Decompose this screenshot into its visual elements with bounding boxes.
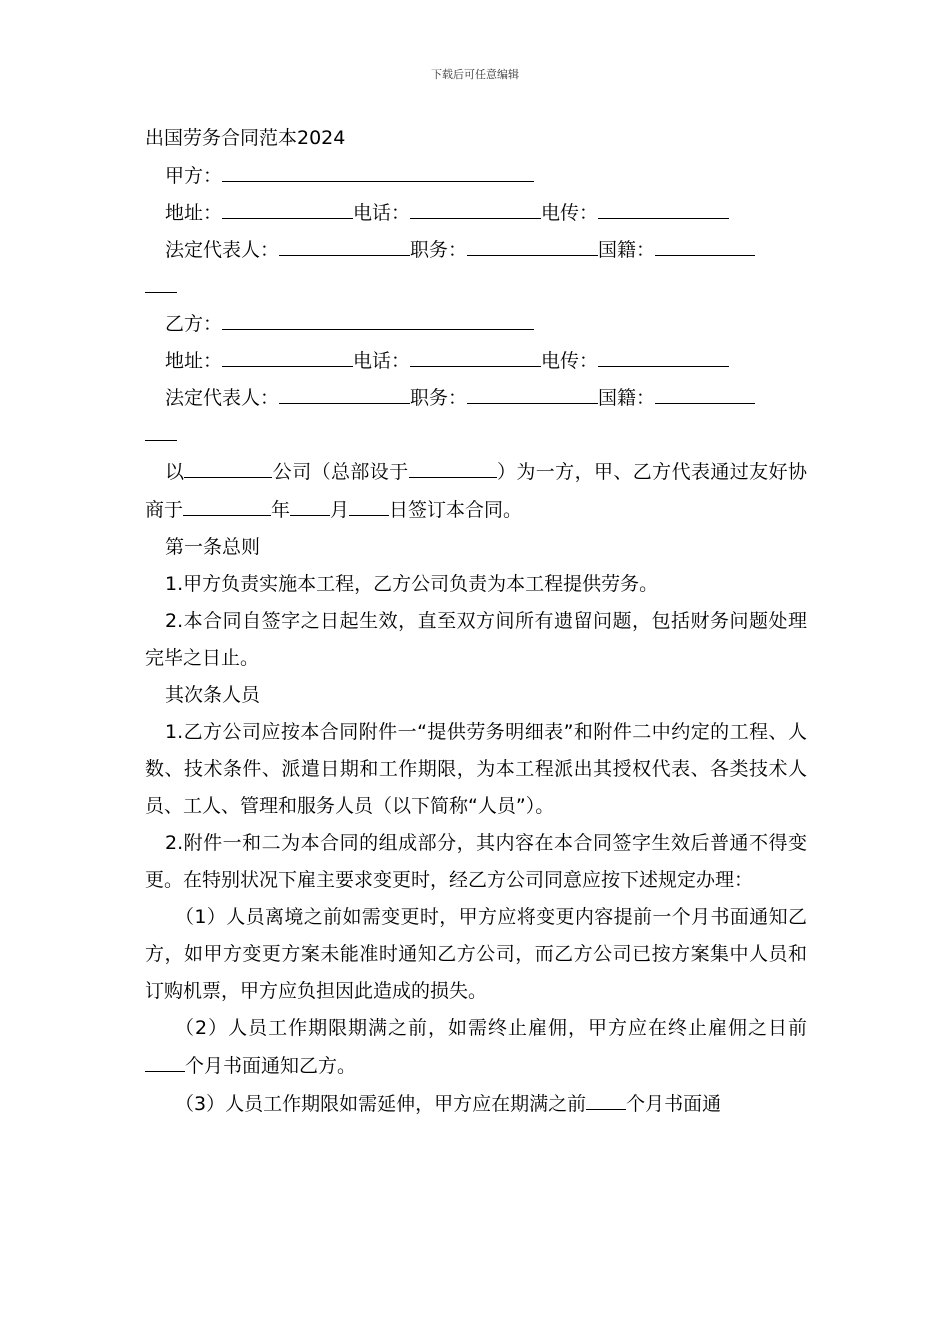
document-title: 出国劳务合同范本2024 <box>145 127 346 149</box>
party-a-fax-blank <box>598 194 729 219</box>
party-a-fax-label: 电传： <box>541 202 599 224</box>
party-a-address-label: 地址： <box>165 202 223 224</box>
intro-text-2: 公司（总部设于 <box>272 461 409 483</box>
intro-text-5: 月 <box>330 499 350 521</box>
intro-text-6: 日签订本合同。 <box>389 499 523 521</box>
subclause-3-text-a: （3）人员工作期限如需延伸，甲方应在期满之前 <box>175 1093 587 1115</box>
subclause-2-text-a: （2）人员工作期限期满之前，如需终止雇佣，甲方应在终止雇佣之日前 <box>175 1017 807 1039</box>
contract-body <box>145 120 807 1123</box>
party-a-blank <box>222 157 534 182</box>
month-blank <box>290 491 330 516</box>
party-b-rep-line-wrap <box>145 416 807 453</box>
article-1-clause-1: 1.甲方负责实施本工程，乙方公司负责为本工程提供劳务。 <box>165 573 659 595</box>
article-2-subclause-2 <box>145 1010 807 1085</box>
article-2-heading: 其次条人员 <box>165 684 261 706</box>
party-a-rep-label: 法定代表人： <box>165 239 280 261</box>
article-2-clause-1: 1.乙方公司应按本合同附件一“提供劳务明细表”和附件二中约定的工程、人数、技术条件、派遣日期和工作期限，为本工程派出其授权代表、各类技术人员、工人、管理和服务人员（以下简称“人员”）。 <box>145 721 807 817</box>
party-b-nationality-label: 国籍： <box>598 387 656 409</box>
party-b-phone-label: 电话： <box>353 350 411 372</box>
article-2-subclause-1: （1）人员离境之前如需变更时，甲方应将变更内容提前一个月书面通知乙方，如甲方变更方案未能准时通知乙方公司，而乙方公司已按方案集中人员和订购机票，甲方应负担因此造成的损失。 <box>145 906 807 1002</box>
article-1-clause-2: 2.本合同自签字之日起生效，直至双方间所有遗留问题，包括财务问题处理完毕之日止。 <box>145 610 807 669</box>
page-header-note: 下载后可任意编辑 <box>431 68 519 81</box>
headquarters-blank <box>409 453 497 478</box>
party-b-rep-blank <box>279 379 410 404</box>
party-b-position-blank <box>467 379 598 404</box>
party-a-phone-label: 电话： <box>353 202 411 224</box>
extension-months-blank <box>586 1085 626 1110</box>
intro-paragraph <box>145 453 807 529</box>
article-2-subclause-3 <box>145 1085 807 1123</box>
party-a-nationality-blank <box>655 231 755 256</box>
party-b-nationality-blank-wrap <box>145 416 177 441</box>
party-a-nationality-blank-wrap <box>145 268 177 293</box>
party-a-rep-blank <box>279 231 410 256</box>
intro-text-1: 以 <box>165 461 185 483</box>
year-blank <box>183 491 271 516</box>
party-a-line <box>145 157 807 194</box>
party-b-address-blank <box>222 342 353 367</box>
party-b-line <box>145 305 807 342</box>
party-b-phone-blank <box>410 342 541 367</box>
party-b-fax-blank <box>598 342 729 367</box>
day-blank <box>349 491 389 516</box>
party-a-label: 甲方： <box>165 165 223 187</box>
party-b-rep-line <box>145 379 807 416</box>
party-a-address-blank <box>222 194 353 219</box>
party-b-fax-label: 电传： <box>541 350 599 372</box>
party-b-label: 乙方： <box>165 313 223 335</box>
article-2-clause-2: 2.附件一和二为本合同的组成部分，其内容在本合同签字生效后普通不得变更。在特别状况下雇主要求变更时，经乙方公司同意应按下述规定办理： <box>145 832 807 891</box>
party-b-nationality-blank <box>655 379 755 404</box>
party-a-contact-line <box>145 194 807 231</box>
party-a-position-blank <box>467 231 598 256</box>
subclause-3-text-b: 个月书面通 <box>626 1093 722 1115</box>
party-b-blank <box>222 305 534 330</box>
subclause-2-text-b: 个月书面通知乙方。 <box>185 1055 357 1077</box>
party-a-phone-blank <box>410 194 541 219</box>
party-b-address-label: 地址： <box>165 350 223 372</box>
intro-text-4: 年 <box>271 499 291 521</box>
party-b-rep-label: 法定代表人： <box>165 387 280 409</box>
party-a-nationality-label: 国籍： <box>598 239 656 261</box>
party-b-contact-line <box>145 342 807 379</box>
intro-text-3: ）为一方，甲、乙方代表通过友好协商于 <box>145 461 807 521</box>
party-a-rep-line-wrap <box>145 268 807 305</box>
article-1-heading: 第一条总则 <box>165 536 261 558</box>
notice-months-blank <box>145 1047 185 1072</box>
party-a-position-label: 职务： <box>410 239 468 261</box>
party-a-rep-line <box>145 231 807 268</box>
company-name-blank <box>184 453 272 478</box>
party-b-position-label: 职务： <box>410 387 468 409</box>
